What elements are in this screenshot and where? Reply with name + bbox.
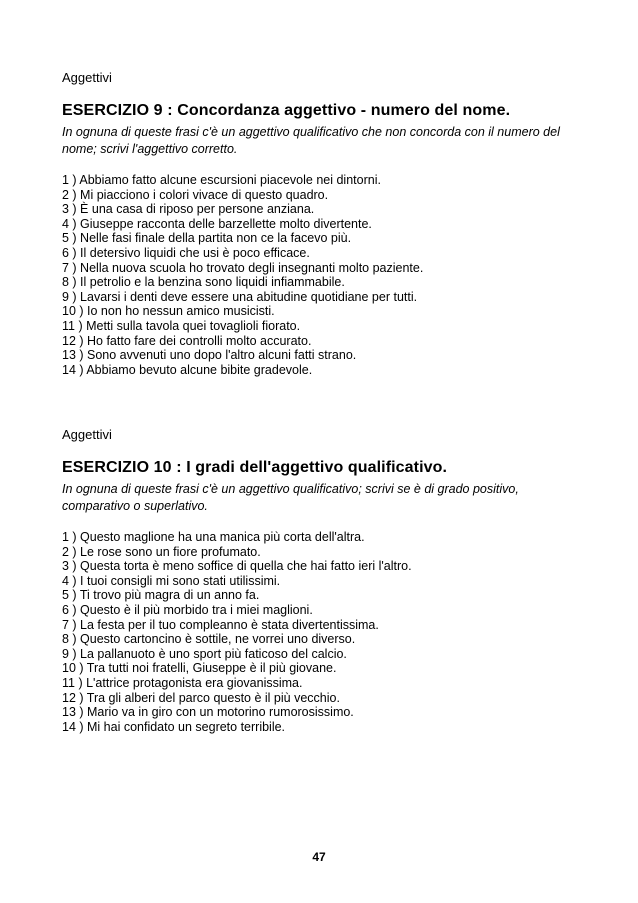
list-item: 1 ) Questo maglione ha una manica più corta dell'altra.	[62, 530, 365, 544]
list-item: 7 ) Nella nuova scuola ho trovato degli insegnanti molto paziente.	[62, 260, 424, 275]
list-item: 12 ) Tra gli alberi del parco questo è il più vecchio.	[62, 690, 340, 705]
list-item: 6 ) Questo è il più morbido tra i miei maglioni.	[62, 602, 313, 617]
list-item: 4 ) I tuoi consigli mi sono stati utilissimi.	[62, 573, 281, 588]
list-item: 5 ) Nelle fasi finale della partita non ce la facevo più.	[62, 231, 352, 246]
list-item: 3 ) Questa torta è meno soffice di quella che hai fatto ieri l'altro.	[62, 559, 412, 574]
sentence-list	[62, 530, 582, 734]
list-item: 9 ) Lavarsi i denti deve essere una abitudine quotidiane per tutti.	[62, 289, 418, 304]
exercise-10-section	[62, 427, 582, 734]
list-item: 14 ) Mi hai confidato un segreto terribile.	[62, 719, 286, 734]
exercise-title: ESERCIZIO 9 : Concordanza aggettivo - numero del nome.	[62, 102, 511, 119]
list-item: 6 ) Il detersivo liquidi che usi è poco efficace.	[62, 245, 310, 260]
list-item: 3 ) È una casa di riposo per persone anziana.	[62, 202, 315, 217]
section-category: Aggettivi	[62, 427, 112, 442]
list-item: 2 ) Le rose sono un fiore profumato.	[62, 544, 261, 559]
page-number: 47	[312, 850, 326, 864]
list-item: 10 ) Tra tutti noi fratelli, Giuseppe è il più giovane.	[62, 661, 337, 676]
list-item: 7 ) La festa per il tuo compleanno è stata divertentissima.	[62, 617, 379, 632]
list-item: 13 ) Mario va in giro con un motorino rumorosissimo.	[62, 705, 354, 720]
exercise-title: ESERCIZIO 10 : I gradi dell'aggettivo qualificativo.	[62, 459, 448, 476]
list-item: 2 ) Mi piacciono i colori vivace di questo quadro.	[62, 187, 329, 202]
list-item: 12 ) Ho fatto fare dei controlli molto accurato.	[62, 333, 312, 348]
list-item: 1 ) Abbiamo fatto alcune escursioni piacevole nei dintorni.	[62, 173, 381, 187]
list-item: 13 ) Sono avvenuti uno dopo l'altro alcuni fatti strano.	[62, 348, 357, 363]
exercise-9-section	[62, 70, 582, 377]
list-item: 11 ) L'attrice protagonista era giovanissima.	[62, 675, 303, 690]
exercise-instructions: In ognuna di queste frasi c'è un aggettivo qualificativo; scrivi se è di grado positivo, comparativo o superlativo.	[62, 482, 519, 513]
list-item: 9 ) La pallanuoto è uno sport più faticoso del calcio.	[62, 646, 347, 661]
list-item: 5 ) Ti trovo più magra di un anno fa.	[62, 588, 260, 603]
exercise-instructions: In ognuna di queste frasi c'è un aggettivo qualificativo che non concorda con il numero del nome; scrivi l'aggettivo corretto.	[62, 125, 560, 156]
list-item: 10 ) Io non ho nessun amico musicisti.	[62, 304, 275, 319]
list-item: 8 ) Il petrolio e la benzina sono liquidi infiammabile.	[62, 275, 345, 290]
sentence-list	[62, 173, 582, 377]
list-item: 14 ) Abbiamo bevuto alcune bibite gradevole.	[62, 362, 313, 377]
list-item: 11 ) Metti sulla tavola quei tovaglioli fiorato.	[62, 318, 301, 333]
section-category: Aggettivi	[62, 70, 112, 85]
list-item: 4 ) Giuseppe racconta delle barzellette molto divertente.	[62, 216, 372, 231]
list-item: 8 ) Questo cartoncino è sottile, ne vorrei uno diverso.	[62, 632, 356, 647]
